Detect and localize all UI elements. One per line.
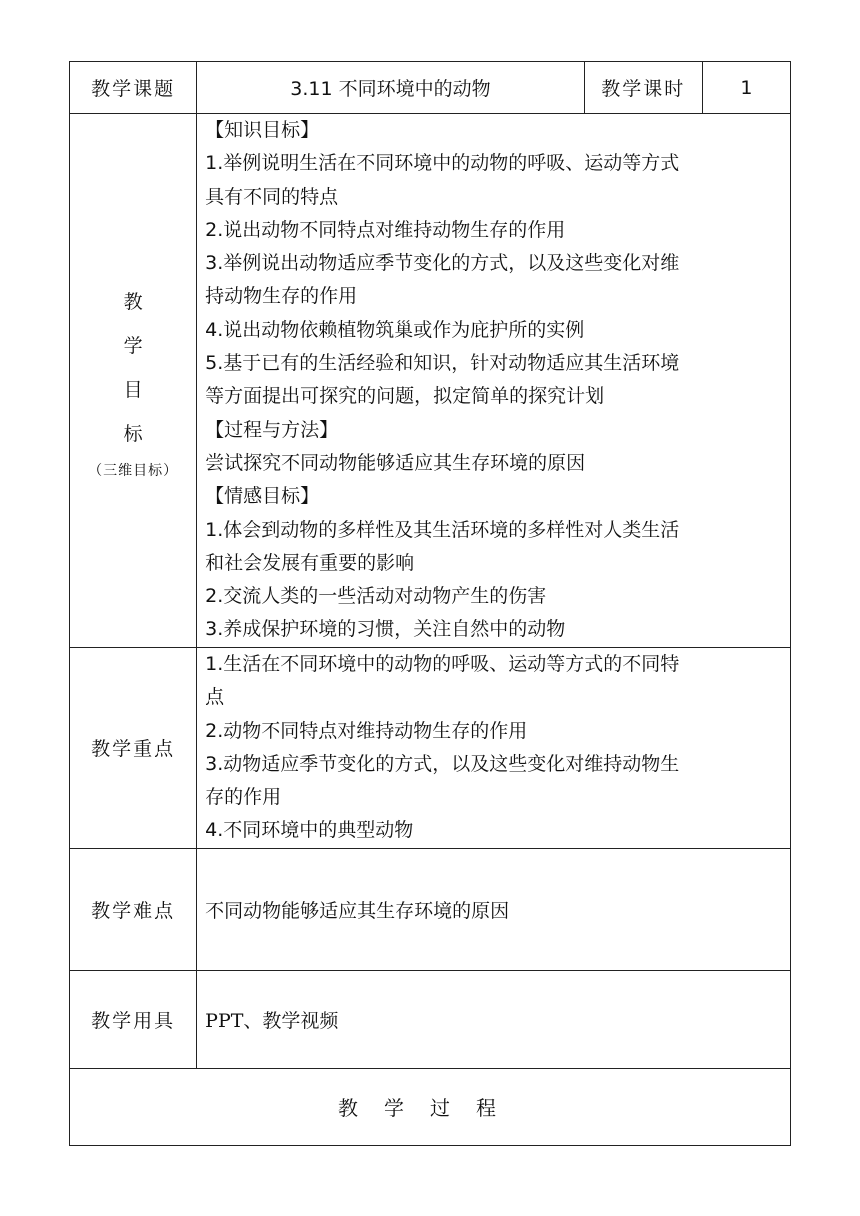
objective-line: 5.基于已有的生活经验和知识，针对动物适应其生活环境 [205, 352, 680, 375]
process-row [70, 1068, 791, 1145]
key-point-line: 2.动物不同特点对维持动物生存的作用 [205, 719, 528, 742]
tools-label: 教学用具 [70, 970, 197, 1068]
objective-line: 1.体会到动物的多样性及其生活环境的多样性对人类生活 [205, 518, 680, 541]
objectives-label-sub: （三维目标） [88, 462, 179, 479]
topic-value: 3.11 不同环境中的动物 [197, 62, 585, 114]
objective-line: 等方面提出可探究的问题，拟定简单的探究计划 [205, 385, 605, 408]
objective-line: 持动物生存的作用 [205, 285, 358, 308]
objective-line: 3.养成保护环境的习惯，关注自然中的动物 [205, 618, 566, 641]
objective-line: 2.交流人类的一些活动对动物产生的伤害 [205, 585, 547, 608]
objectives-content [197, 114, 791, 648]
tools-text: PPT、教学视频 [197, 970, 791, 1068]
key-point-line: 1.生活在不同环境中的动物的呼吸、运动等方式的不同特 [205, 653, 680, 675]
difficulties-row [70, 848, 791, 970]
objectives-label-char: 学 [123, 334, 143, 357]
key-point-line: 存的作用 [205, 786, 282, 809]
hours-value: 1 [702, 62, 790, 114]
difficulties-text: 不同动物能够适应其生存环境的原因 [197, 848, 791, 970]
key-point-line: 4.不同环境中的典型动物 [205, 819, 414, 842]
topic-label: 教学课题 [70, 62, 197, 114]
objective-line: 【过程与方法】 [205, 418, 339, 441]
lesson-plan-table [69, 61, 791, 1146]
tools-row [70, 970, 791, 1068]
objectives-label-char: 教 [123, 290, 143, 313]
header-row [70, 62, 791, 114]
key-point-line: 点 [205, 686, 225, 709]
key-point-line: 3.动物适应季节变化的方式，以及这些变化对维持动物生 [205, 752, 680, 775]
objective-line: 【情感目标】 [205, 485, 320, 508]
objective-line: 和社会发展有重要的影响 [205, 551, 415, 574]
key-points-content [197, 648, 791, 849]
process-heading: 教学过程 [70, 1068, 791, 1145]
objective-line: 【知识目标】 [205, 119, 320, 141]
objective-line: 3.举例说出动物适应季节变化的方式，以及这些变化对维 [205, 252, 680, 275]
objective-line: 具有不同的特点 [205, 185, 339, 208]
difficulties-label: 教学难点 [70, 848, 197, 970]
key-points-row [70, 648, 791, 849]
objective-line: 2.说出动物不同特点对维持动物生存的作用 [205, 218, 566, 241]
key-points-label: 教学重点 [70, 648, 197, 849]
objective-line: 尝试探究不同动物能够适应其生存环境的原因 [205, 451, 586, 474]
objectives-row [70, 114, 791, 648]
objectives-label-char: 标 [123, 422, 143, 445]
objective-line: 1.举例说明生活在不同环境中的动物的呼吸、运动等方式 [205, 152, 680, 175]
hours-label: 教学课时 [584, 62, 702, 114]
objectives-label-char: 目 [123, 378, 143, 401]
objective-line: 4.说出动物依赖植物筑巢或作为庇护所的实例 [205, 318, 585, 341]
objectives-label [70, 114, 197, 648]
